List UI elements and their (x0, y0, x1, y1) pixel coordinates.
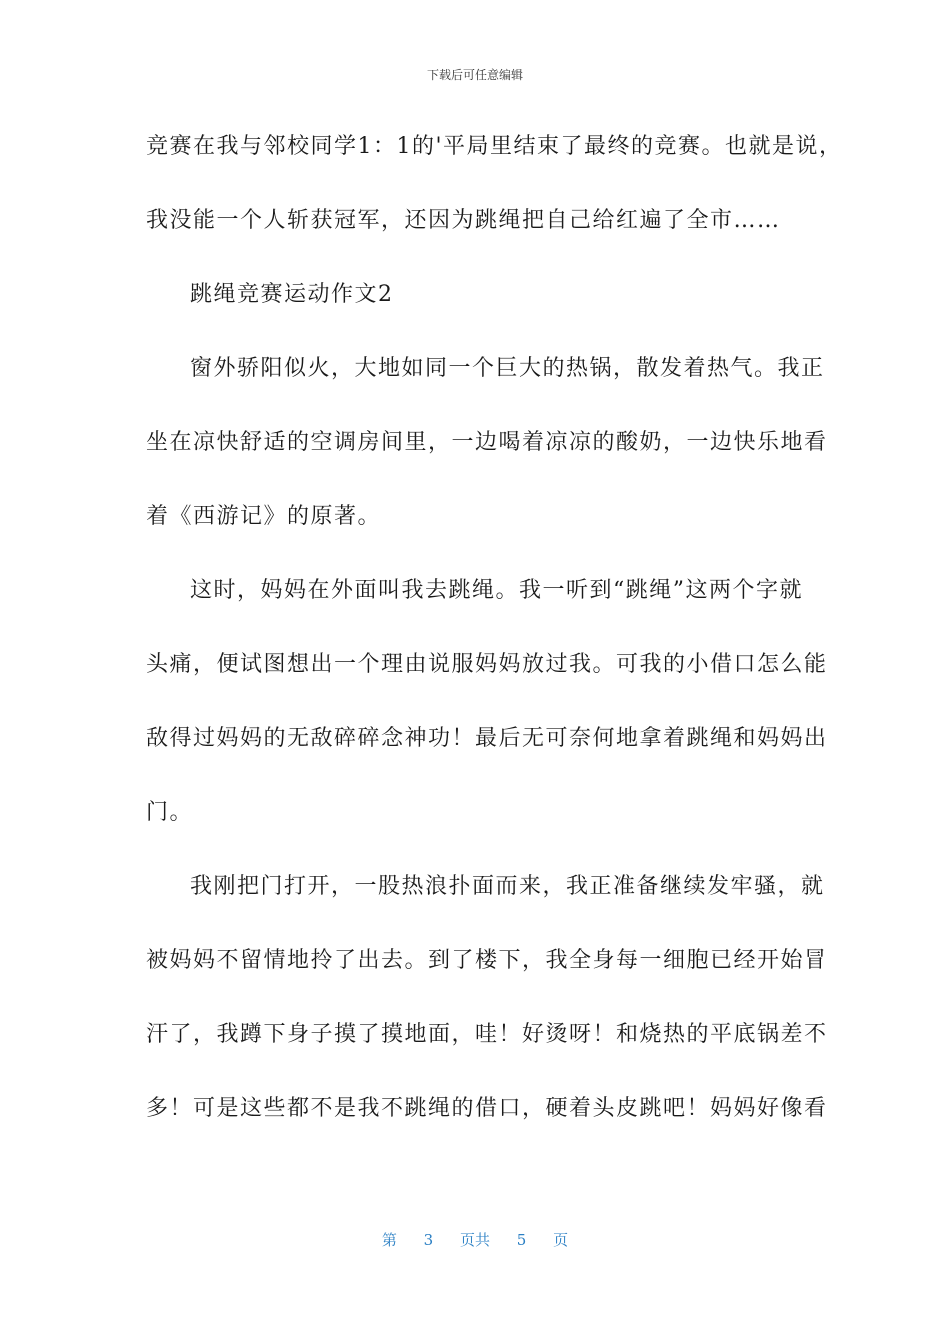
paragraph-line: 多！可是这些都不是我不跳绳的借口，硬着头皮跳吧！妈妈好像看 (146, 1096, 828, 1121)
total-pages-number: 5 (516, 1231, 527, 1249)
section-title: 跳绳竞赛运动作文2 (190, 282, 394, 307)
paragraph-line: 坐在凉快舒适的空调房间里，一边喝着凉凉的酸奶，一边快乐地看 (146, 430, 828, 455)
footer-suffix: 页 (553, 1231, 569, 1249)
page-header: 下载后可任意编辑 (426, 68, 523, 82)
paragraph-line: 这时，妈妈在外面叫我去跳绳。我一听到“跳绳”这两个字就 (190, 578, 803, 603)
paragraph-line: 着《西游记》的原著。 (146, 504, 382, 529)
paragraph-line: 门。 (146, 800, 194, 825)
document-body (146, 124, 843, 1160)
current-page-number: 3 (423, 1231, 434, 1249)
paragraph-line: 敌得过妈妈的无敌碎碎念神功！最后无可奈何地拿着跳绳和妈妈出 (146, 726, 828, 751)
paragraph-line: 竞赛在我与邻校同学1：1的'平局里结束了最终的竞赛。也就是说， (146, 134, 843, 159)
paragraph-line: 窗外骄阳似火，大地如同一个巨大的热锅，散发着热气。我正 (190, 356, 825, 381)
paragraph-line: 我刚把门打开，一股热浪扑面而来，我正准备继续发牢骚，就 (190, 874, 825, 899)
page-footer (0, 1229, 950, 1250)
paragraph-line: 汗了，我蹲下身子摸了摸地面，哇！好烫呀！和烧热的平底锅差不 (146, 1022, 828, 1047)
paragraph-line: 被妈妈不留情地拎了出去。到了楼下，我全身每一细胞已经开始冒 (146, 948, 828, 973)
paragraph-line: 我没能一个人斩获冠军，还因为跳绳把自己给红遍了全市…… (146, 208, 781, 233)
paragraph-line: 头痛，便试图想出一个理由说服妈妈放过我。可我的小借口怎么能 (146, 652, 828, 677)
footer-prefix: 第 (381, 1231, 397, 1249)
footer-middle: 页共 (459, 1231, 490, 1249)
